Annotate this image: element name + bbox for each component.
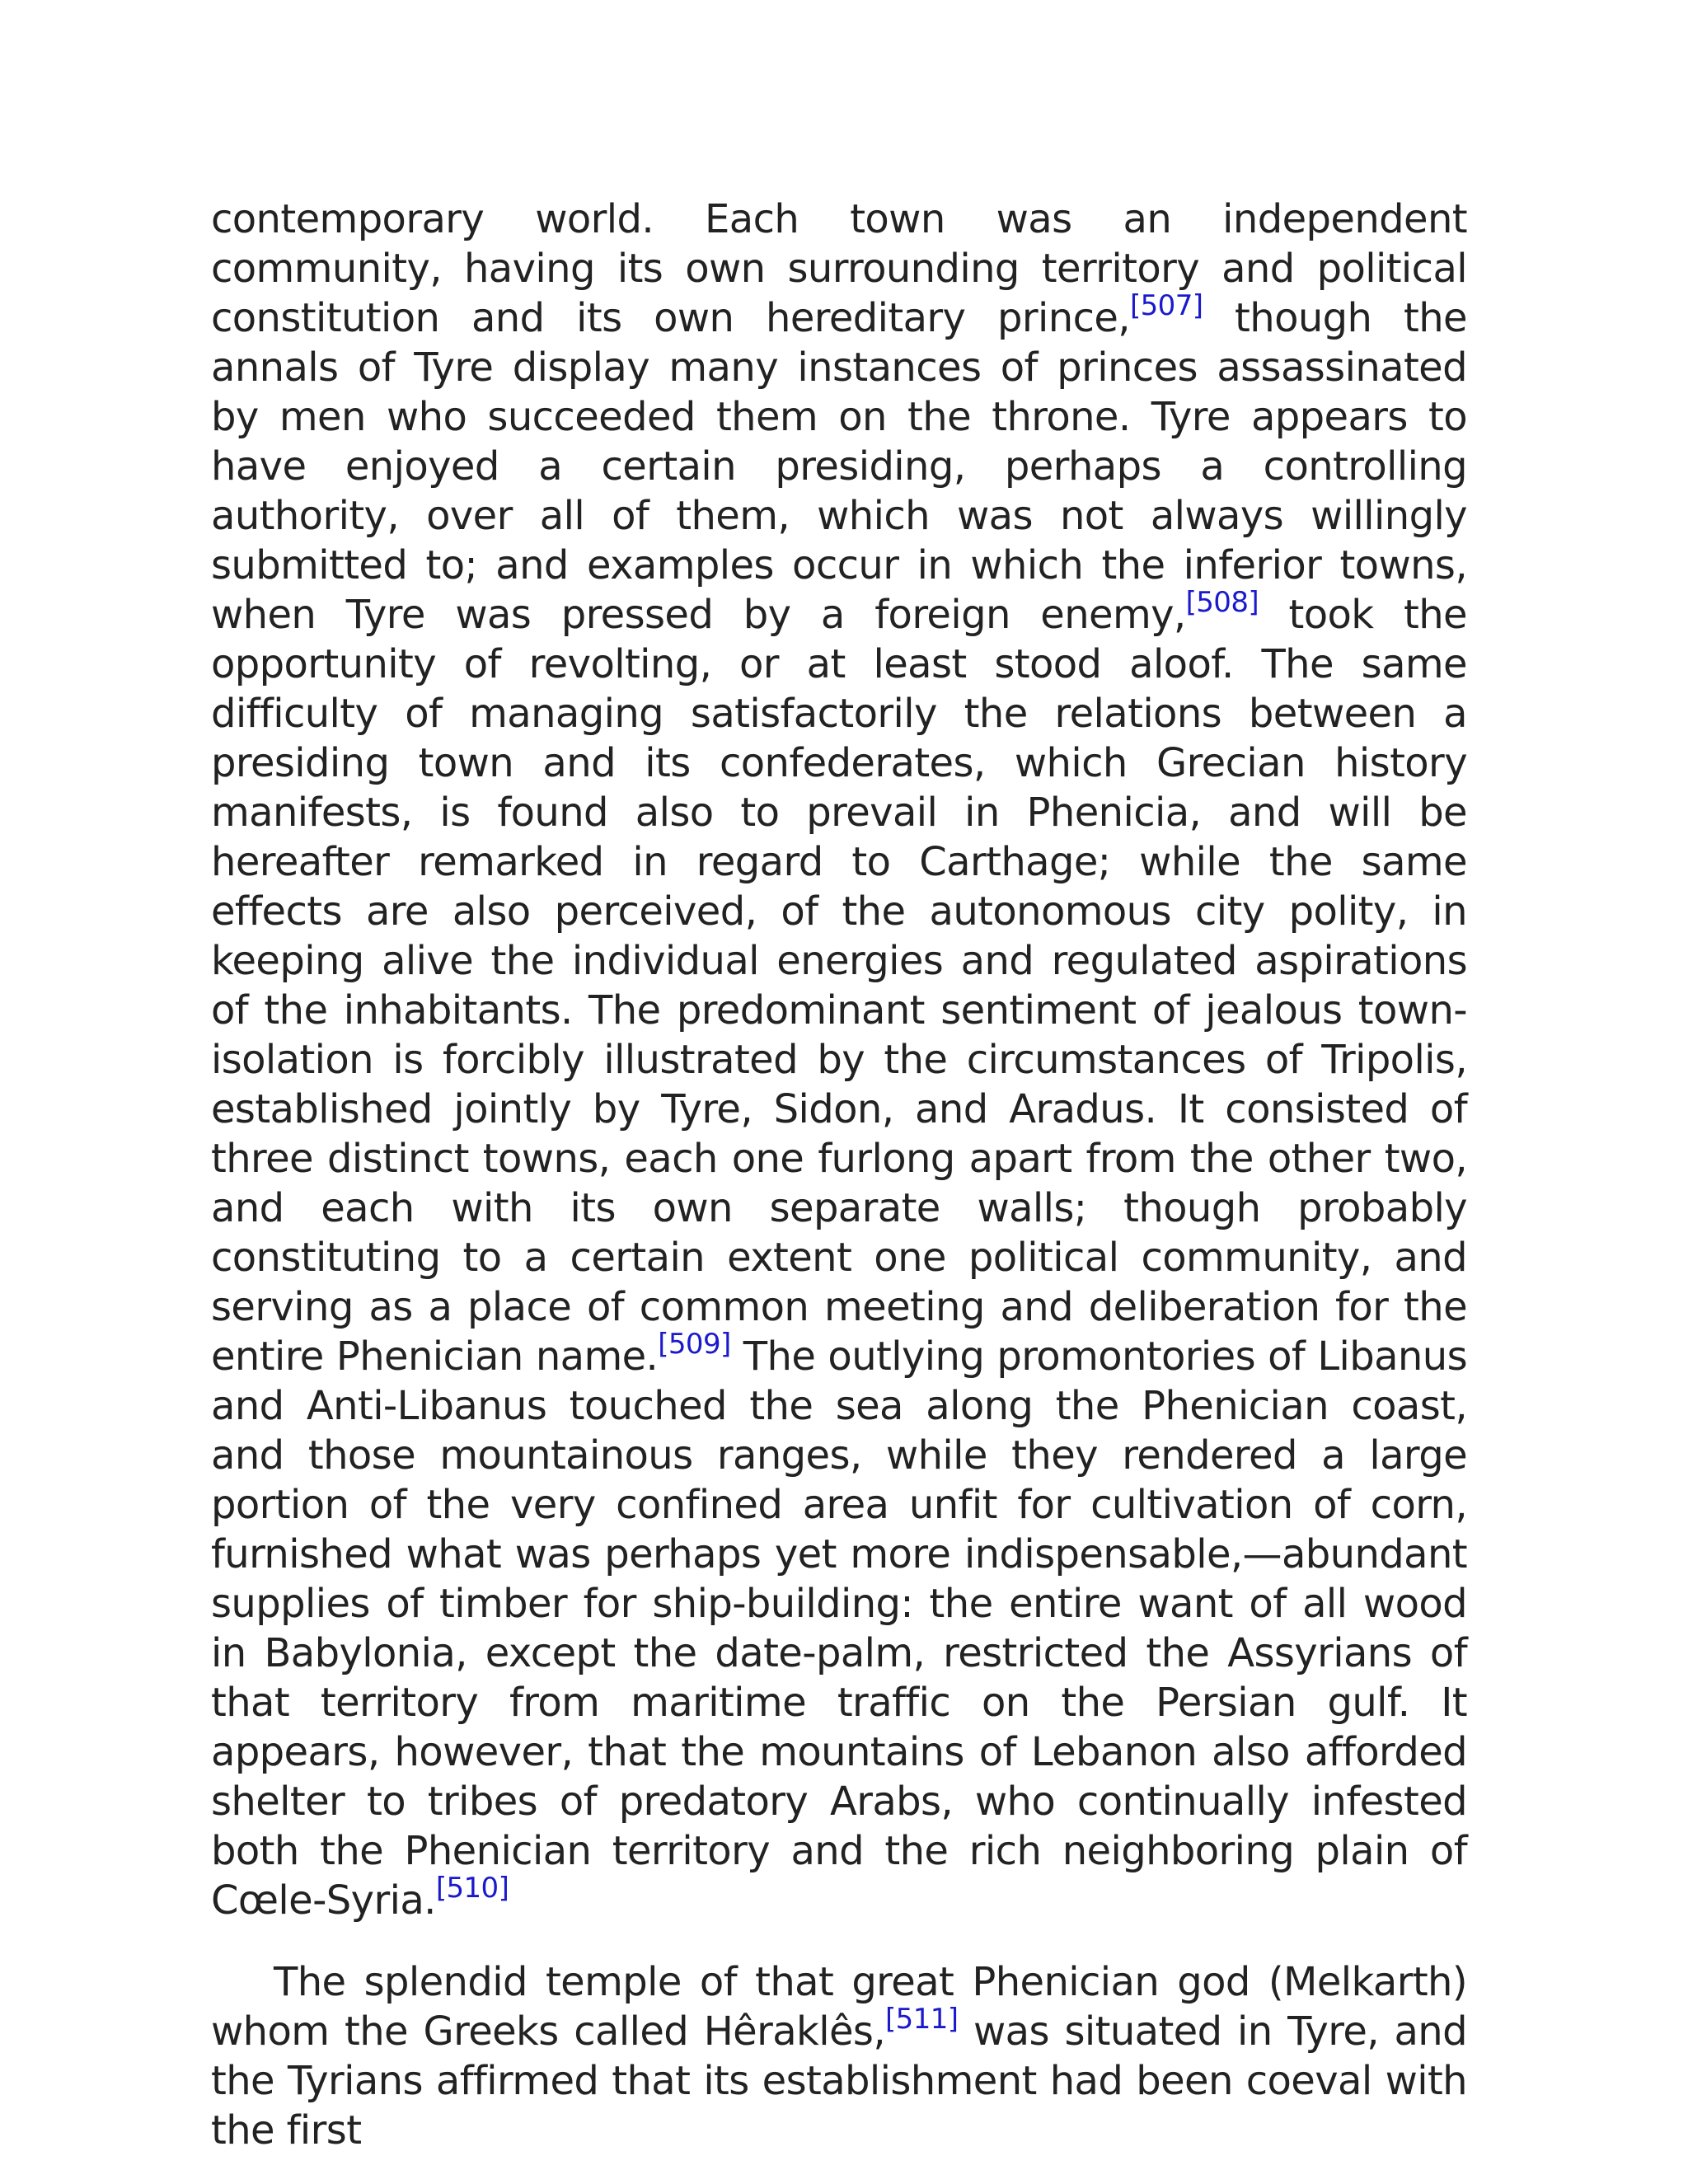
text-run: contemporary world. Each town was an independent community, having its own surrounding territory and political constitution and its own hereditary prince, xyxy=(211,196,1467,341)
text-run: took the opportunity of revolting, or at least stood aloof. The same difficulty of managing satisfactorily the relations between a presiding town and its confederates, which Grecian history manifests, is found also to prevail in Phenicia, and will be hereafter remarked in regard to Carthage; while the same effects are also perceived, of the autonomous city polity, in keeping alive the individual energies and regulated aspirations of the inhabitants. The predominant sentiment of jealous town-isolation is forcibly illustrated by the circumstances of Tripolis, established jointly by Tyre, Sidon, and Aradus. It consisted of three distinct towns, each one furlong apart from the other two, and each with its own separate walls; though probably constituting to a certain extent one political community, and serving as a place of common meeting and deliberation for the entire Phenician name. xyxy=(211,592,1467,1380)
text-run: was situated in Tyre, and the Tyrians affirmed that its establishment had been coeval with the first xyxy=(211,2008,1467,2154)
text-run: The outlying promontories of Libanus and Anti-Libanus touched the sea along the Phenician coast, and those mountainous ranges, while they rendered a large portion of the very confined area unfit for cultivation of corn, furnished what was perhaps yet more indispensable,—abundant supplies of timber for ship-building: the entire want of all wood in Babylonia, except the date-palm, restricted the Assyrians of that territory from maritime traffic on the Persian gulf. It appears, however, that the mountains of Lebanon also afforded shelter to tribes of predatory Arabs, who continually infested both the Phenician territory and the rich neighboring plain of Cœle-Syria. xyxy=(211,1333,1467,1924)
text-run: The splendid temple of that great Phenician god (Melkarth) whom the Greeks called Hêraklês, xyxy=(211,1959,1467,2055)
paragraph-1 xyxy=(211,194,1467,1925)
text-run: though the annals of Tyre display many instances of princes assassinated by men who succeeded them on the throne. Tyre appears to have enjoyed a certain presiding, perhaps a controlling authority, over all of them, which was not always willingly submitted to; and examples occur in which the inferior towns, when Tyre was pressed by a foreign enemy, xyxy=(211,295,1467,638)
footnote-link-510[interactable]: [510] xyxy=(435,1872,509,1905)
document-page xyxy=(211,194,1467,2155)
footnote-link-511[interactable]: [511] xyxy=(885,2003,959,2036)
footnote-link-508[interactable]: [508] xyxy=(1185,586,1259,619)
footnote-link-507[interactable]: [507] xyxy=(1129,289,1203,322)
paragraph-2 xyxy=(211,1957,1467,2155)
footnote-link-509[interactable]: [509] xyxy=(658,1328,731,1361)
